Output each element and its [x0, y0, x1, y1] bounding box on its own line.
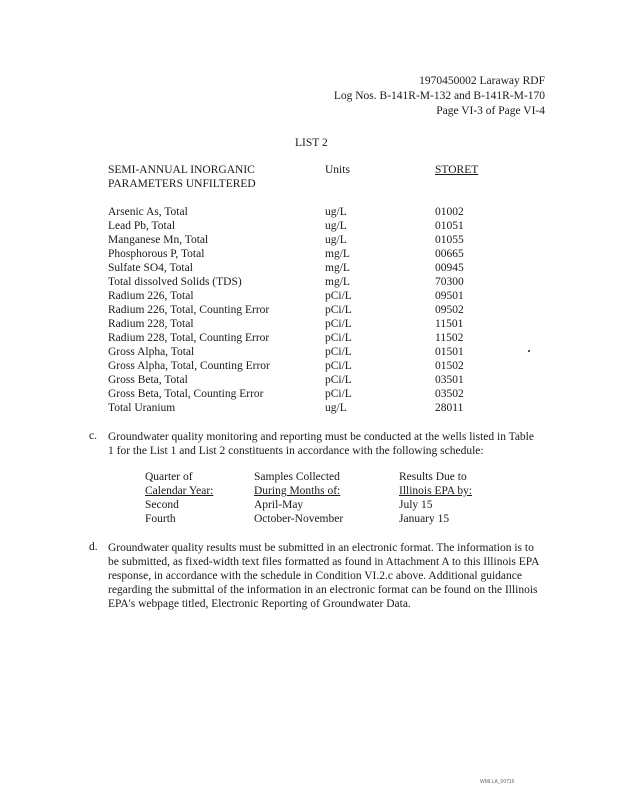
parameter-storet: 28011 — [435, 402, 464, 414]
table-heading-line1: SEMI-ANNUAL INORGANIC — [108, 164, 255, 176]
table-row — [0, 332, 618, 346]
table-row — [0, 346, 618, 360]
parameter-storet: 01502 — [435, 360, 464, 372]
parameter-name: Lead Pb, Total — [108, 220, 176, 232]
parameter-name: Radium 226, Total, Counting Error — [108, 304, 270, 316]
parameter-name: Arsenic As, Total — [108, 206, 188, 218]
parameter-name: Gross Beta, Total, Counting Error — [108, 388, 264, 400]
paragraph-c-letter: c. — [89, 430, 97, 442]
parameter-units: pCi/L — [325, 318, 352, 330]
schedule-quarter: Fourth — [145, 513, 176, 525]
parameter-units: ug/L — [325, 234, 347, 246]
table-row — [0, 360, 618, 374]
parameter-name: Gross Alpha, Total, Counting Error — [108, 360, 270, 372]
table-row — [0, 374, 618, 388]
list-title: LIST 2 — [295, 137, 328, 149]
parameter-storet: 00945 — [435, 262, 464, 274]
table-heading-line2: PARAMETERS UNFILTERED — [108, 178, 256, 190]
table-row — [0, 402, 618, 416]
parameter-name: Sulfate SO4, Total — [108, 262, 193, 274]
schedule-due: July 15 — [399, 499, 433, 511]
header-site-id: 1970450002 Laraway RDF — [419, 75, 545, 87]
parameter-name: Radium 228, Total — [108, 318, 194, 330]
parameter-units: mg/L — [325, 248, 350, 260]
schedule-due-header-1: Results Due to — [399, 471, 467, 483]
paragraph-d-text: Groundwater quality results must be submitted in an electronic format. The information is to be submitted, as fixed-width text files formatted as found in Attachment A to this Illinois EPA response, in accordance with the schedule in Condition VI.2.c above. Additional guidance regarding the submittal of the information in an electronic format can be found on the Illinois EPA's webpage titled, Electronic Reporting of Groundwater Data. — [108, 542, 539, 610]
header-page-number: Page VI-3 of Page VI-4 — [436, 105, 545, 117]
parameter-units: ug/L — [325, 206, 347, 218]
table-row — [0, 318, 618, 332]
schedule-due-header-2: Illinois EPA by: — [399, 485, 473, 497]
schedule-months: October-November — [254, 513, 344, 525]
parameter-name: Radium 226, Total — [108, 290, 194, 302]
parameter-units: pCi/L — [325, 374, 352, 386]
table-row — [0, 304, 618, 318]
parameter-units: pCi/L — [325, 332, 352, 344]
parameter-units: mg/L — [325, 276, 350, 288]
table-row — [0, 276, 618, 290]
schedule-quarter-header-1: Quarter of — [145, 471, 193, 483]
parameter-storet: 01501 — [435, 346, 464, 358]
parameter-storet: 01055 — [435, 234, 464, 246]
footer-stamp: WMLLA_00716 — [480, 779, 515, 785]
parameter-storet: 01002 — [435, 206, 464, 218]
parameter-storet: 09501 — [435, 290, 464, 302]
parameter-name: Phosphorous P, Total — [108, 248, 205, 260]
parameter-storet: 03501 — [435, 374, 464, 386]
parameter-name: Manganese Mn, Total — [108, 234, 209, 246]
scan-speck — [528, 350, 530, 352]
parameter-storet: 09502 — [435, 304, 464, 316]
schedule-months-header-2: During Months of: — [254, 485, 341, 497]
parameter-name: Radium 228, Total, Counting Error — [108, 332, 270, 344]
table-row — [0, 248, 618, 262]
parameter-storet: 70300 — [435, 276, 464, 288]
schedule-quarter-header-2: Calendar Year: — [145, 485, 214, 497]
parameter-name: Total dissolved Solids (TDS) — [108, 276, 242, 288]
parameter-name: Gross Beta, Total — [108, 374, 188, 386]
table-row — [0, 388, 618, 402]
parameter-name: Total Uranium — [108, 402, 176, 414]
header-log-numbers: Log Nos. B-141R-M-132 and B-141R-M-170 — [333, 90, 545, 102]
parameter-units: pCi/L — [325, 360, 352, 372]
parameter-units: ug/L — [325, 220, 347, 232]
table-row — [0, 220, 618, 234]
table-row — [0, 262, 618, 276]
parameter-storet: 03502 — [435, 388, 464, 400]
schedule-months: April-May — [254, 499, 304, 511]
paragraph-c-text: Groundwater quality monitoring and reporting must be conducted at the wells listed in Table 1 for the List 1 and List 2 constituents in accordance with the following schedule: — [108, 431, 534, 457]
parameter-units: pCi/L — [325, 346, 352, 358]
parameter-units: pCi/L — [325, 388, 352, 400]
parameter-storet: 00665 — [435, 248, 464, 260]
table-row — [0, 234, 618, 248]
parameter-units: pCi/L — [325, 290, 352, 302]
parameter-storet: 11502 — [435, 332, 464, 344]
paragraph-d-letter: d. — [89, 541, 98, 553]
parameter-name: Gross Alpha, Total — [108, 346, 195, 358]
schedule-months-header-1: Samples Collected — [254, 471, 340, 483]
schedule-quarter: Second — [145, 499, 179, 511]
table-row — [0, 290, 618, 304]
parameter-units: ug/L — [325, 402, 347, 414]
parameter-units: pCi/L — [325, 304, 352, 316]
parameter-storet: 01051 — [435, 220, 464, 232]
units-header: Units — [325, 164, 350, 176]
storet-header: STORET — [435, 164, 479, 176]
schedule-due: January 15 — [399, 513, 450, 525]
parameter-storet: 11501 — [435, 318, 464, 330]
table-row — [0, 206, 618, 220]
parameter-units: mg/L — [325, 262, 350, 274]
